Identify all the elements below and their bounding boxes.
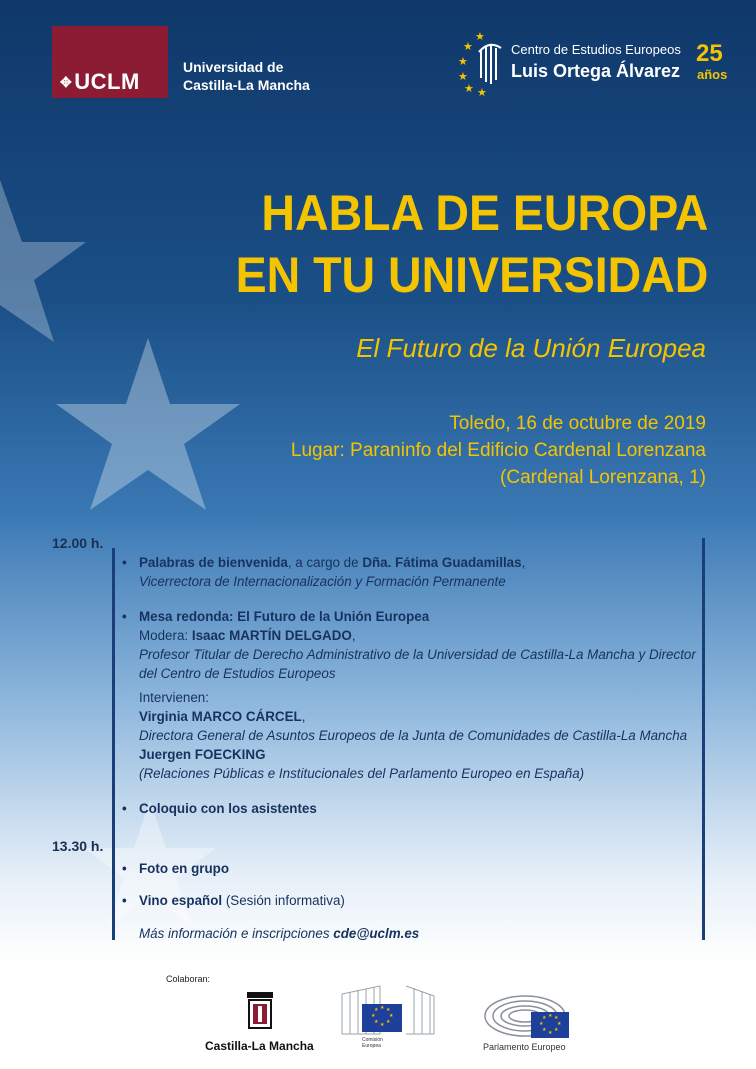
cde-name-line1: Centro de Estudios Europeos bbox=[511, 42, 681, 57]
cde-name-line2: Luis Ortega Álvarez bbox=[511, 61, 681, 81]
svg-text:★: ★ bbox=[464, 82, 474, 95]
svg-text:★: ★ bbox=[548, 1013, 553, 1019]
european-commission-logo bbox=[340, 984, 436, 1056]
program-item-round-table bbox=[122, 607, 702, 783]
speaker2-name: Juergen FOECKING bbox=[139, 747, 266, 762]
wine-title: Vino español bbox=[139, 893, 223, 908]
more-info-text: Más información e inscripciones bbox=[139, 926, 334, 941]
svg-text:★: ★ bbox=[475, 30, 485, 43]
european-parliament-logo bbox=[483, 990, 573, 1040]
svg-text:★: ★ bbox=[386, 1007, 391, 1013]
uclm-logo bbox=[60, 69, 140, 95]
moderator-name: Isaac MARTÍN DELGADO bbox=[191, 628, 352, 643]
welcome-comma: , bbox=[521, 555, 526, 570]
program-item-colloquium bbox=[122, 799, 702, 818]
event-title-line1: HABLA DE EUROPA bbox=[261, 185, 708, 241]
svg-text:★: ★ bbox=[542, 1027, 547, 1033]
list-item bbox=[122, 891, 702, 910]
speaker2-role: (Relaciones Públicas e Institucionales del Parlamento Europeo en España) bbox=[139, 766, 585, 781]
list-item bbox=[122, 859, 702, 878]
svg-text:★: ★ bbox=[374, 1019, 379, 1025]
speaker1-name: Virginia MARCO CÁRCEL bbox=[139, 709, 302, 724]
svg-text:★: ★ bbox=[458, 70, 468, 83]
program-item-wine bbox=[122, 891, 702, 910]
event-subtitle: El Futuro de la Unión Europea bbox=[356, 333, 706, 363]
photo-title: Foto en grupo bbox=[139, 861, 229, 876]
list-item bbox=[122, 553, 702, 591]
svg-text:★: ★ bbox=[542, 1015, 547, 1021]
castilla-la-mancha-name: Castilla-La Mancha bbox=[205, 1039, 314, 1053]
list-item bbox=[122, 799, 702, 818]
time-slot-2: 13.30 h. bbox=[52, 838, 104, 854]
welcome-title: Palabras de bienvenida bbox=[139, 555, 288, 570]
program-right-rule bbox=[702, 538, 705, 940]
background-star-1 bbox=[0, 180, 86, 342]
svg-text:★: ★ bbox=[557, 1021, 562, 1027]
cde-anniversary-number: 25 bbox=[696, 40, 723, 67]
svg-text:★: ★ bbox=[463, 40, 473, 53]
uclm-emblem-icon: ✥ bbox=[60, 74, 73, 90]
ce-name-line1: Comisión bbox=[362, 1037, 383, 1043]
welcome-role: Vicerrectora de Internacionalización y Formación Permanente bbox=[139, 574, 506, 589]
university-name bbox=[183, 58, 310, 94]
welcome-name: Dña. Fátima Guadamillas bbox=[362, 555, 522, 570]
event-date: Toledo, 16 de octubre de 2019 bbox=[449, 413, 706, 434]
svg-text:★: ★ bbox=[458, 55, 468, 68]
time-slot-1: 12.00 h. bbox=[52, 535, 104, 551]
round-table-title: Mesa redonda: El Futuro de la Unión Europea bbox=[139, 609, 430, 624]
event-address: (Cardenal Lorenzana, 1) bbox=[500, 467, 706, 488]
event-title bbox=[235, 182, 708, 306]
speaker1-role: Directora General de Asuntos Europeos de la Junta de Comunidades de Castilla-La Mancha bbox=[139, 728, 688, 743]
program-left-rule bbox=[112, 548, 115, 940]
svg-text:★: ★ bbox=[554, 1027, 559, 1033]
speakers-label: Intervienen: bbox=[139, 690, 209, 705]
program-item-photo bbox=[122, 859, 702, 878]
colloquium-title: Coloquio con los asistentes bbox=[139, 801, 317, 816]
background-star-2 bbox=[56, 338, 240, 510]
cde-anniversary-label: años bbox=[697, 67, 728, 82]
moderator-role: Profesor Titular de Derecho Administrativo de la Universidad de Castilla-La Mancha y Director del Centro de Estudios Europeos bbox=[139, 647, 696, 681]
cde-logo-icon bbox=[455, 28, 505, 96]
svg-text:★: ★ bbox=[539, 1021, 544, 1027]
event-info bbox=[291, 410, 706, 491]
uclm-logo-text: UCLM bbox=[74, 69, 140, 94]
ce-name-line2: Europea bbox=[362, 1043, 381, 1049]
moderator-label: Modera: bbox=[139, 628, 192, 643]
list-item bbox=[122, 607, 702, 783]
speaker1-comma: , bbox=[301, 709, 306, 724]
welcome-by: , a cargo de bbox=[287, 555, 363, 570]
svg-text:★: ★ bbox=[389, 1013, 394, 1019]
collaborators-label: Colaboran: bbox=[166, 974, 211, 984]
more-info bbox=[122, 924, 702, 943]
university-name-line2: Castilla-La Mancha bbox=[183, 77, 310, 93]
european-parliament-name: Parlamento Europeo bbox=[483, 1042, 566, 1052]
svg-text:★: ★ bbox=[380, 1022, 385, 1028]
svg-text:★: ★ bbox=[477, 86, 487, 96]
wine-note: (Sesión informativa) bbox=[222, 893, 345, 908]
svg-text:★: ★ bbox=[371, 1013, 376, 1019]
svg-text:★: ★ bbox=[374, 1007, 379, 1013]
svg-text:★: ★ bbox=[386, 1019, 391, 1025]
svg-text:★: ★ bbox=[548, 1030, 553, 1036]
svg-text:★: ★ bbox=[380, 1005, 385, 1011]
program-item-welcome bbox=[122, 553, 702, 591]
moderator-comma: , bbox=[351, 628, 356, 643]
svg-text:★: ★ bbox=[554, 1015, 559, 1021]
event-title-line2: EN TU UNIVERSIDAD bbox=[235, 247, 708, 303]
contact-email-link[interactable]: cde@uclm.es bbox=[333, 926, 420, 941]
university-name-line1: Universidad de bbox=[183, 59, 284, 75]
event-venue: Lugar: Paraninfo del Edificio Cardenal Lorenzana bbox=[290, 440, 706, 461]
